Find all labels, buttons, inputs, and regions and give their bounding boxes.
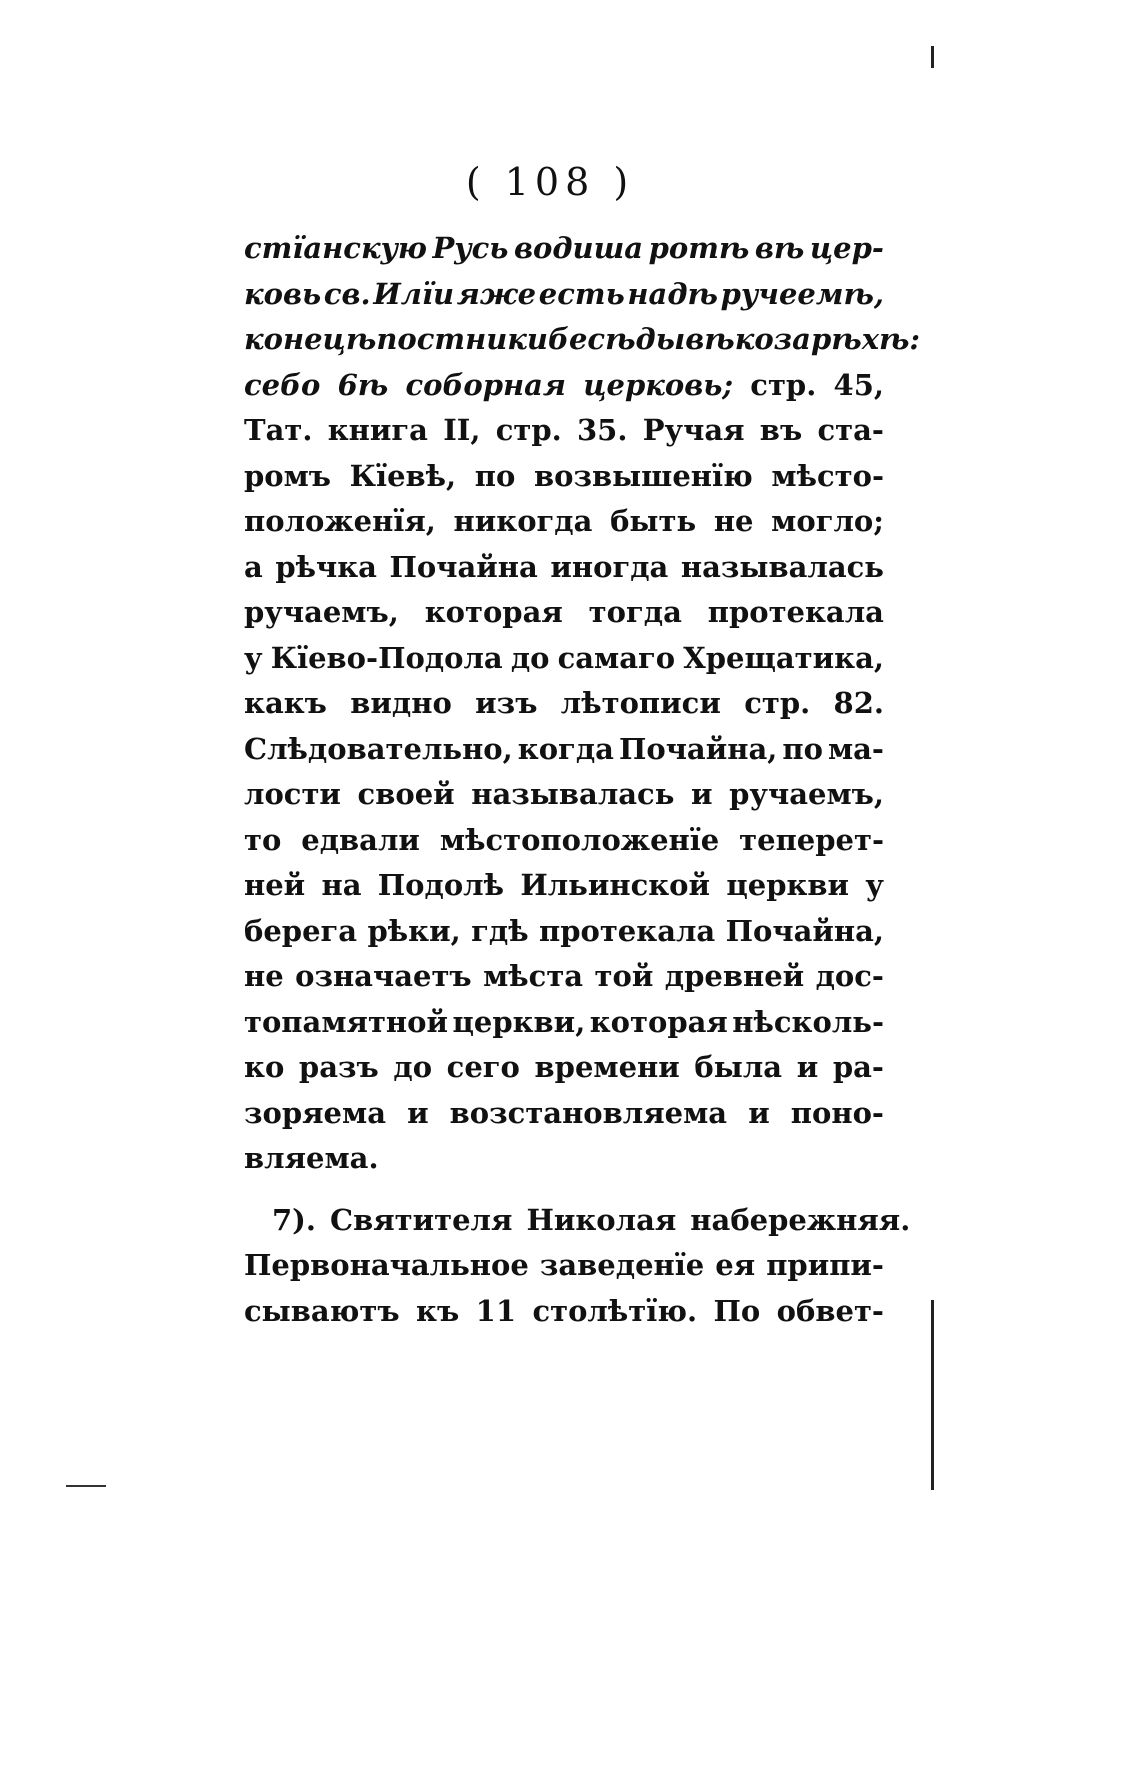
word: по (474, 458, 516, 493)
word: а (244, 549, 263, 584)
word: возвышенїю (533, 458, 753, 493)
word: въ (759, 413, 803, 447)
word: 6ѣ (337, 367, 389, 402)
word: ручаемъ, (244, 595, 399, 629)
word: Почайна, (618, 731, 778, 766)
word: II, (443, 413, 481, 447)
word: дос- (815, 959, 884, 993)
word: стр. (495, 413, 562, 447)
word: себо (244, 367, 321, 402)
word: церковь; (583, 367, 734, 402)
word: лѣтописи (560, 686, 721, 720)
word: самаго (557, 640, 676, 675)
body-text (244, 226, 921, 1334)
word: стр. (744, 686, 811, 720)
word: конецѣ (244, 322, 377, 356)
word: называлась (471, 777, 675, 811)
word: 82. (833, 686, 884, 720)
text-line (244, 363, 884, 409)
word: Почайна (389, 549, 538, 584)
paragraph-gap (244, 1182, 884, 1198)
word: заведенїе (539, 1248, 705, 1282)
word: нѣсколь- (732, 1004, 884, 1039)
word: топамятной (244, 1004, 448, 1039)
word: вѣ (754, 231, 805, 265)
text-line (244, 909, 884, 955)
text-line (244, 272, 884, 318)
word: набережняя. (690, 1202, 911, 1237)
word: есть (538, 276, 625, 311)
word: гдѣ (471, 913, 529, 948)
word: не (713, 504, 754, 538)
word: Святителя (330, 1202, 513, 1237)
word: едвали (301, 822, 420, 857)
word: возстановляема (449, 1095, 728, 1130)
word: бесѣды (548, 322, 686, 356)
word: козарѣхѣ: (734, 322, 921, 356)
word: рѣчка (275, 549, 377, 584)
word: изъ (475, 686, 538, 720)
word: той (594, 959, 654, 993)
scan-edge-mark (931, 1300, 934, 1490)
word: обвет- (776, 1293, 884, 1328)
word: Илїи (373, 276, 455, 311)
word: мѣста (483, 959, 584, 993)
text-line (244, 226, 884, 272)
word: 45, (833, 367, 884, 402)
word: когда (517, 731, 614, 766)
word: означаетъ (295, 959, 472, 993)
word: разъ (298, 1050, 379, 1084)
word: которая (589, 1004, 728, 1039)
word: Кїевѣ, (349, 458, 457, 493)
word: постники (376, 322, 549, 356)
word: сываютъ (244, 1293, 400, 1328)
word: была (694, 1050, 783, 1084)
word: ромъ (244, 458, 332, 493)
word: быть (610, 504, 697, 538)
word: соборная (405, 367, 567, 402)
word: стїанскую (244, 231, 427, 265)
word: вѣ (685, 322, 735, 356)
word: Ильинской (520, 868, 711, 902)
word: мѣсто- (771, 458, 884, 493)
text-line (244, 499, 884, 545)
word: до (510, 640, 550, 675)
text-line (244, 863, 884, 909)
word: называлась (680, 549, 884, 584)
text-line (244, 954, 884, 1000)
word: Ручая (642, 413, 745, 447)
text-line (244, 408, 884, 454)
text-line (244, 727, 884, 773)
text-line (244, 818, 884, 864)
text-line (244, 636, 884, 682)
text-line (244, 317, 921, 363)
word: не (244, 959, 284, 993)
word: Почайна, (725, 913, 884, 948)
text-line (244, 1045, 884, 1091)
word: ручеемѣ, (720, 276, 884, 311)
word: и (407, 1095, 429, 1130)
word: до (393, 1050, 433, 1084)
word: у (865, 868, 884, 902)
text-line (244, 454, 884, 500)
word: Кїево-Подола (270, 640, 503, 675)
page-number: ( 108 ) (465, 160, 635, 204)
word: и (796, 1050, 819, 1084)
word: ея (715, 1248, 756, 1282)
word: церкви (726, 868, 850, 902)
word: Русь (432, 231, 509, 265)
word: 11 (475, 1293, 517, 1328)
word: 35. (577, 413, 628, 447)
word: цер- (809, 231, 884, 265)
word: Первоначальное (244, 1248, 529, 1282)
word: ра- (832, 1050, 884, 1084)
text-line (244, 1136, 884, 1182)
word: на (321, 868, 362, 902)
text-line (244, 590, 884, 636)
word: поно- (790, 1095, 884, 1130)
text-line (244, 545, 884, 591)
text-line (244, 1243, 884, 1289)
word: къ (416, 1293, 460, 1328)
word: церкви, (452, 1004, 586, 1039)
word: какъ (244, 686, 327, 720)
scan-edge-mark (931, 46, 934, 68)
text-line (244, 1091, 884, 1137)
word: ротѣ (648, 231, 750, 265)
word: 7). (272, 1202, 316, 1237)
text-line (244, 1000, 884, 1046)
word: положенїя, (244, 504, 436, 538)
word: вляема. (244, 1141, 379, 1175)
word: рѣки, (367, 913, 461, 948)
word: Тат. (244, 413, 313, 447)
word: у (244, 640, 263, 675)
word: и (691, 777, 713, 811)
word: ста- (817, 413, 884, 447)
text-line (244, 772, 884, 818)
text-line (244, 1198, 911, 1244)
word: ко (244, 1050, 285, 1084)
word: ручаемъ, (729, 777, 884, 811)
word: По (713, 1293, 761, 1328)
word: книга (327, 413, 428, 447)
word: столѣтїю. (532, 1293, 698, 1328)
word: могло; (771, 504, 884, 538)
word: теперет- (739, 822, 884, 857)
word: водиша (513, 231, 644, 265)
word: иногда (550, 549, 669, 584)
word: берега (244, 913, 358, 948)
word: по (782, 731, 823, 766)
word: протекала (538, 913, 716, 948)
word: никогда (453, 504, 593, 538)
word: ма- (827, 731, 884, 766)
word: Подолѣ (377, 868, 505, 902)
word: времени (534, 1050, 680, 1084)
word: протекала (707, 595, 884, 629)
word: то (244, 822, 282, 857)
word: видно (350, 686, 452, 720)
scan-rule-mark (66, 1485, 106, 1487)
word: Николая (526, 1202, 677, 1237)
word: и (748, 1095, 770, 1130)
word: лости (244, 777, 341, 811)
text-line (244, 681, 884, 727)
word: Слѣдовательно, (244, 731, 513, 766)
word: сего (446, 1050, 520, 1084)
word: зоряема (244, 1095, 386, 1130)
word: стр. (750, 367, 817, 402)
word: тогда (588, 595, 682, 629)
word: св. (323, 276, 371, 311)
word: которая (424, 595, 563, 629)
word: ковь (244, 276, 322, 311)
word: припи- (766, 1248, 884, 1282)
word: мѣстоположенїе (439, 822, 720, 857)
word: ней (244, 868, 306, 902)
word: Хрещатика, (683, 640, 884, 675)
word: яже (456, 276, 537, 311)
word: своей (357, 777, 455, 811)
text-line (244, 1289, 884, 1335)
word: древней (664, 959, 805, 993)
word: надѣ (627, 276, 718, 311)
